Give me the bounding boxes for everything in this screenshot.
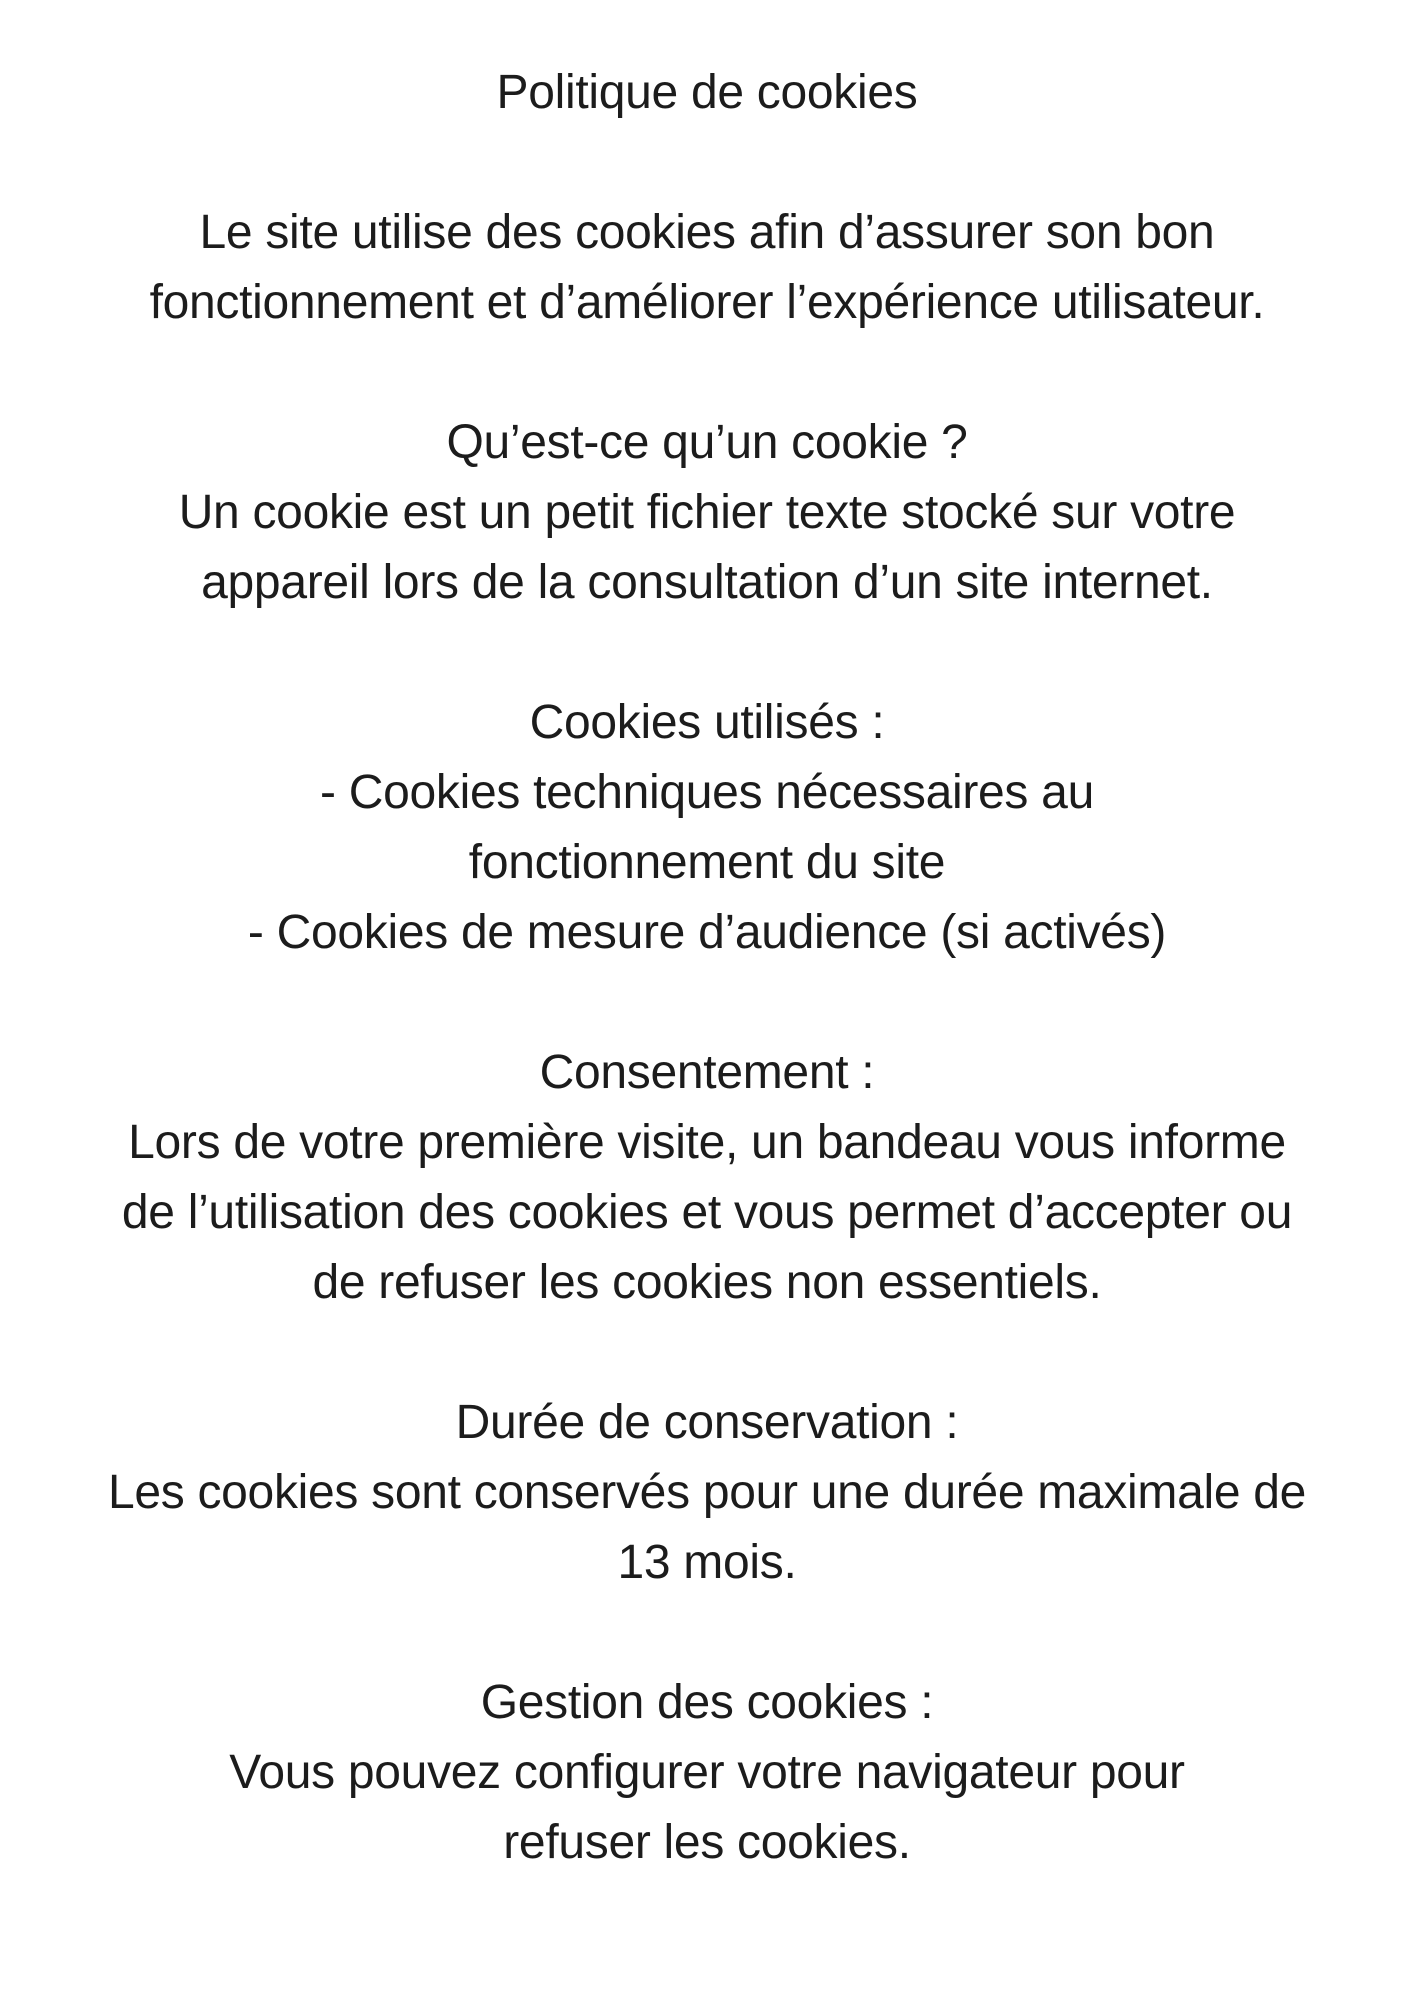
- section-heading: Durée de conservation :: [455, 1396, 959, 1449]
- section-line: Les cookies sont conservés pour une durée maximale de: [107, 1466, 1307, 1519]
- blank-line: [0, 128, 1414, 198]
- section-line: refuser les cookies.: [503, 1816, 911, 1869]
- section-line: - Cookies techniques nécessaires au: [320, 766, 1094, 819]
- blank-line: [0, 338, 1414, 408]
- section-heading: Qu’est-ce qu’un cookie ?: [446, 416, 968, 469]
- section-heading: Consentement :: [539, 1046, 875, 1099]
- section-line: fonctionnement et d’améliorer l’expérience utilisateur.: [149, 276, 1265, 329]
- blank-line: [0, 1318, 1414, 1388]
- section-line: appareil lors de la consultation d’un site internet.: [201, 556, 1213, 609]
- section-heading: Gestion des cookies :: [480, 1676, 934, 1729]
- blank-line: [0, 618, 1414, 688]
- section-line: - Cookies de mesure d’audience (si activés): [247, 906, 1167, 959]
- policy-sections: [0, 128, 1414, 1878]
- policy-section: [0, 1388, 1414, 1598]
- policy-section: [0, 688, 1414, 968]
- section-line: Le site utilise des cookies afin d’assurer son bon: [199, 206, 1215, 259]
- page-title: Politique de cookies: [496, 66, 918, 119]
- section-line: fonctionnement du site: [468, 836, 946, 889]
- policy-section: [0, 198, 1414, 338]
- blank-line: [0, 1598, 1414, 1668]
- section-line: de l’utilisation des cookies et vous permet d’accepter ou: [121, 1186, 1293, 1239]
- blank-line: [0, 968, 1414, 1038]
- section-line: Lors de votre première visite, un bandeau vous informe: [128, 1116, 1286, 1169]
- policy-section: [0, 1668, 1414, 1878]
- policy-section: [0, 1038, 1414, 1318]
- section-line: Vous pouvez configurer votre navigateur pour: [229, 1746, 1185, 1799]
- section-heading: Cookies utilisés :: [529, 696, 885, 749]
- policy-section: [0, 408, 1414, 618]
- section-line: Un cookie est un petit fichier texte stocké sur votre: [178, 486, 1236, 539]
- section-line: de refuser les cookies non essentiels.: [312, 1256, 1102, 1309]
- section-line: 13 mois.: [617, 1536, 797, 1589]
